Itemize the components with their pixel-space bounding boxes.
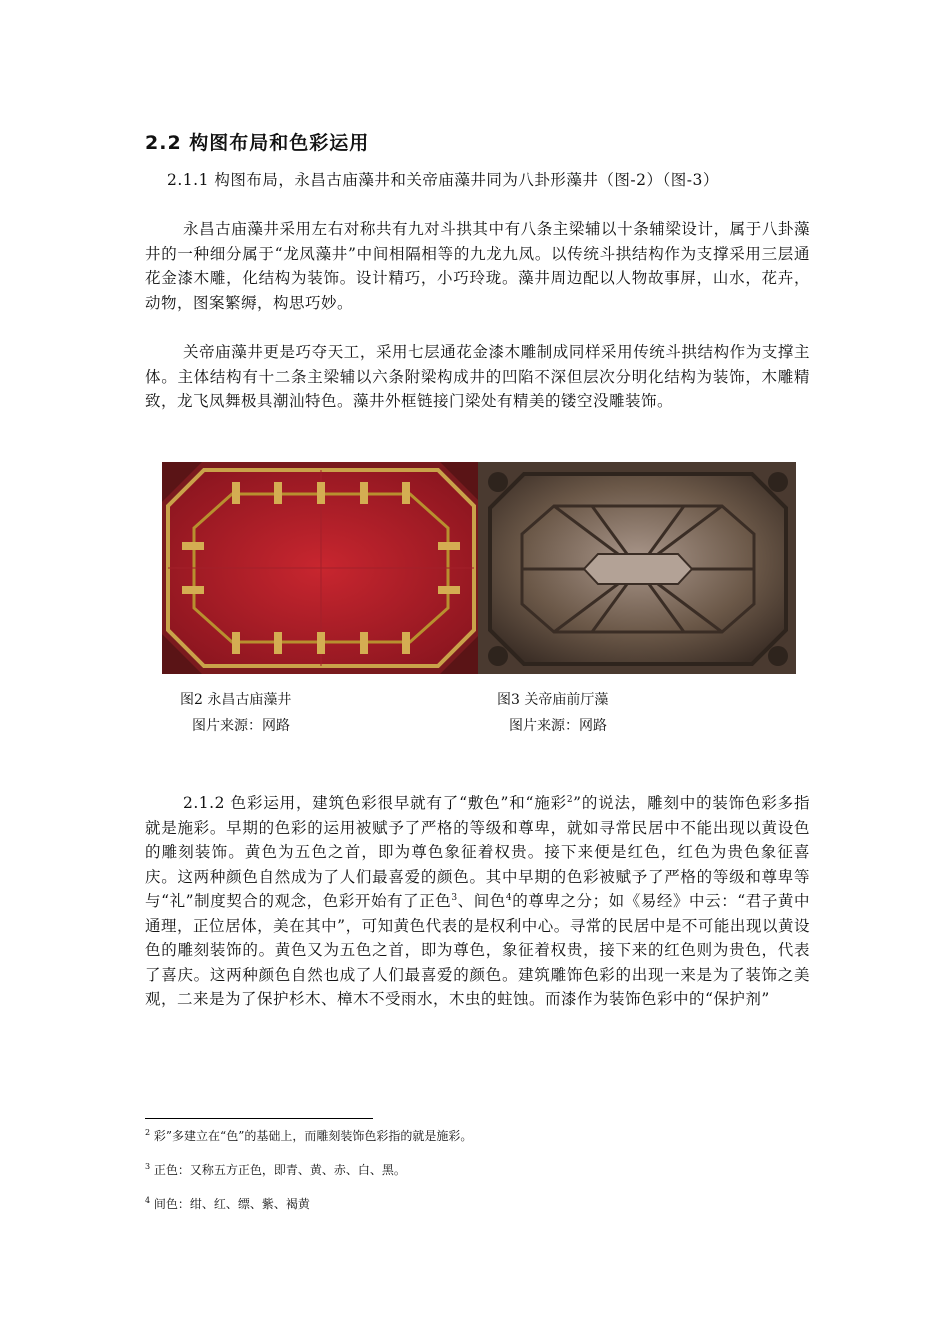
paragraph-guandi: 关帝庙藻井更是巧夺天工，采用七层通花金漆木雕制成同样采用传统斗拱结构作为支撑主体。主体结构有十二条主梁辅以六条附梁构成井的凹陷不深但层次分明化结构为装饰，木雕精致，龙飞凤舞极具潮汕特色。藻井外框链接门梁处有精美的镂空没雕装饰。 [145,343,810,410]
figure-2-caption: 图2 永昌古庙藻井 [180,692,292,708]
subsection-title: 2.1.1 构图布局，永昌古庙藻井和关帝庙藻井同为八卦形藻井（图-2）（图-3） [167,171,719,189]
paragraph-yongchang: 永昌古庙藻井采用左右对称共有九对斗拱其中有八条主梁辅以十条辅梁设计，属于八卦藻井的一种细分属于“龙凤藻井”中间相隔相等的九龙九凤。以传统斗拱结构作为支撑采用三层通花金漆木雕，化结构为装饰。设计精巧，小巧玲珑。藻井周边配以人物故事屏，山水，花卉，动物，图案繁缛，构思巧妙。 [145,220,810,312]
guandi-caisson-image [478,462,796,674]
footnote-3: $^3$ 正色：又称五方正色，即青、黄、赤、白、黑。 [145,1162,406,1177]
footnote-ref-2: 2 [566,794,574,805]
figure-images [162,462,796,674]
footnote-divider [145,1118,373,1119]
caisson-photo-pair [162,462,796,674]
footnote-2: $^2$ 彩”多建立在“色”的基础上，而雕刻装饰色彩指的就是施彩。 [145,1128,473,1143]
section-heading: 2.2 构图布局和色彩运用 [145,132,370,154]
paragraph-color-usage: 2.1.2 色彩运用，建筑色彩很早就有了“敷色”和“施彩$^2$”的说法，雕刻中的装饰色彩多指就是施彩。早期的色彩的运用被赋予了严格的等级和尊卑，就如寻常民居中不能出现以黄设色的雕刻装饰。黄色为五色之首，即为尊色象征着权贵。接下来便是红色，红色为贵色象征喜庆。这两种颜色自然成为了人们最喜爱的颜色。其中早期的色彩被赋予了严格的等级和尊卑等与“礼”制度契合的观念，色彩开始有了正色$^3$、间色$^4$的尊卑之分；如《易经》中云：“君子黄中通理，正位居体，美在其中”，可知黄色代表的是权利中心。寻常的民居中是不可能出现以黄设色的雕刻装饰的。黄色又为五色之首，即为尊色，象征着权贵，接下来的红色则为贵色，代表了喜庆。这两种颜色自然也成了人们最喜爱的颜色。建筑雕饰色彩的出现一来是为了装饰之美观，二来是为了保护杉木、樟木不受雨水，木虫的蛀蚀。而漆作为装饰色彩中的“保护剂” [145,794,810,1008]
footnote-4: $^4$ 间色：绀、红、缥、紫、褐黄 [145,1196,310,1211]
figure-3-source: 图片来源：网路 [509,718,607,734]
figure-2-source: 图片来源：网路 [192,718,290,734]
footnote-ref-3: 3 [451,892,458,903]
yongchang-caisson-image [162,462,480,674]
footnote-ref-4: 4 [505,892,513,903]
figure-3-caption: 图3 关帝庙前厅藻 [497,692,609,708]
